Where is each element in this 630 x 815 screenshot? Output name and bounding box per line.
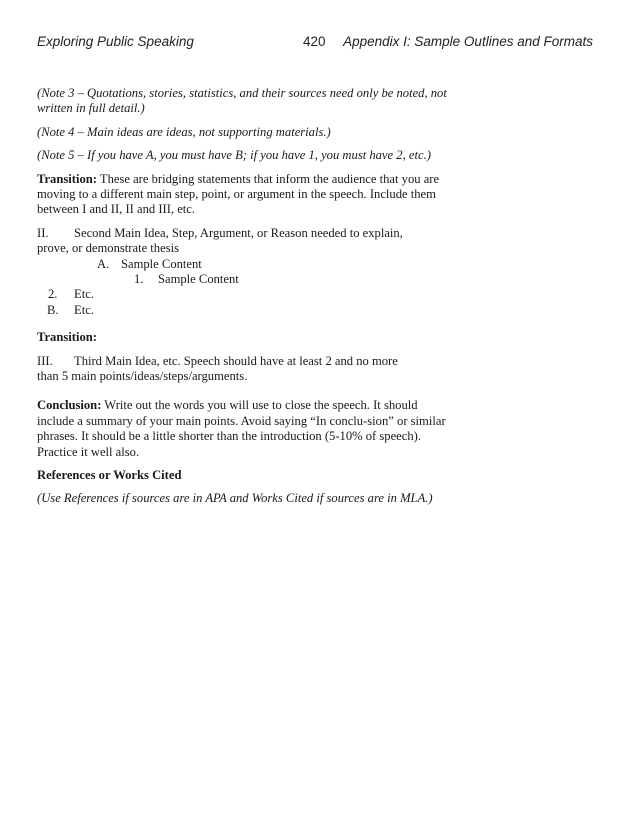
transition-paragraph	[37, 172, 447, 218]
subitem-text: Sample Content	[158, 272, 239, 287]
outline-subitem	[37, 272, 447, 287]
page-body	[37, 86, 447, 515]
references-note: (Use References if sources are in APA and Works Cited if sources are in MLA.)	[37, 491, 433, 506]
subitem-marker: 1.	[134, 272, 144, 287]
section-title: Appendix I: Sample Outlines and Formats	[343, 34, 593, 49]
note-5: (Note 5 – If you have A, you must have B; if you have 1, you must have 2, etc.)	[37, 148, 431, 163]
main-idea-text: Third Main Idea, etc. Speech should have at least 2 and no more	[74, 353, 398, 368]
subitem-marker: A.	[97, 256, 110, 271]
transition-label: Transition:	[37, 171, 97, 186]
main-idea-numeral: II.	[37, 225, 49, 240]
transition-text: These are bridging statements that inform the audience that you are moving to a different main step, point, or argument in the speech. Include them between I and II, II and III, etc.	[37, 171, 440, 217]
page-number: 420	[303, 34, 326, 49]
main-idea-text: Second Main Idea, Step, Argument, or Reason needed to explain,	[74, 225, 403, 240]
outline-line	[37, 226, 447, 241]
main-idea-text-cont: than 5 main points/ideas/steps/arguments.	[37, 368, 248, 383]
subitem-text: Sample Content	[121, 256, 202, 271]
note-4: (Note 4 – Main ideas are ideas, not supporting materials.)	[37, 124, 331, 139]
subitem-text: Etc.	[74, 287, 94, 302]
subitem-marker: B.	[47, 302, 59, 317]
subitem-text: Etc.	[74, 302, 94, 317]
references-heading: References or Works Cited	[37, 468, 182, 482]
outline-line	[37, 354, 447, 369]
outline-line	[37, 369, 447, 384]
book-title: Exploring Public Speaking	[37, 34, 194, 49]
outline-line	[37, 241, 447, 256]
main-idea-2	[37, 226, 447, 318]
conclusion-paragraph	[37, 398, 447, 460]
page-header	[37, 34, 593, 54]
main-idea-3	[37, 354, 447, 385]
main-idea-text-cont: prove, or demonstrate thesis	[37, 241, 179, 256]
main-idea-numeral: III.	[37, 353, 53, 368]
conclusion-label: Conclusion:	[37, 398, 102, 413]
note-3: (Note 3 – Quotations, stories, statistics, and their sources need only be noted, not written in full detail.)	[37, 86, 447, 116]
outline-subitem	[37, 287, 447, 302]
subitem-marker: 2.	[48, 287, 58, 302]
conclusion-text: Write out the words you will use to close the speech. It should include a summary of your main points. Avoid saying “In conclu-sion” or similar phrases. It should be a little shorter than the introduction (5-10% of speech). Practice it well also.	[37, 398, 446, 459]
outline-subitem	[37, 257, 447, 272]
transition-heading: Transition:	[37, 330, 97, 345]
outline-subitem	[37, 303, 447, 318]
